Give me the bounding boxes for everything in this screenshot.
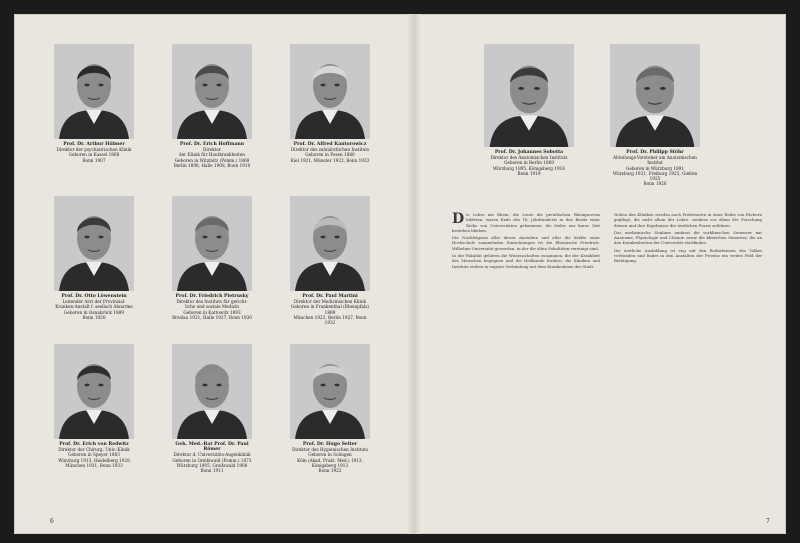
portrait-caption-line: Direktor der Chirurg. Univ.-Klinik: [58, 447, 130, 453]
left-portrait: [172, 196, 252, 320]
portrait-caption-line: Direktor der Medizinischen Klinik: [293, 299, 367, 305]
portrait-caption-line: München 1931, Bonn 1933: [65, 462, 123, 468]
portrait-caption-line: Direktor des Anatomischen Instituts: [490, 155, 568, 161]
portrait-caption-line: Bonn 1920: [82, 314, 106, 320]
portrait-caption-line: Berlin 1898, Halle 1908, Bonn 1910: [173, 162, 251, 168]
book-gutter: [407, 14, 421, 534]
portrait-caption: [172, 142, 252, 168]
portrait-caption-line: Direktor des Hygienischen Instituts: [292, 447, 368, 453]
portrait-caption-line: Geboren in Greifswald (Pomm.) 1873: [172, 457, 252, 463]
portrait-caption-line: Geboren in Frankenthal (Rheinpfalz) 1889: [290, 304, 370, 315]
portrait-caption: [290, 442, 370, 473]
portrait-caption: [610, 150, 700, 186]
portrait-caption-line: Leitender Arzt der Provinzial-: [62, 299, 126, 305]
portrait-caption-line: Geboren in Posen 1880: [305, 152, 355, 158]
left-portrait: [172, 44, 252, 168]
portrait-photo: [172, 196, 252, 291]
portrait-caption-line: Geboren in Speyer 1883: [68, 452, 120, 458]
portrait-caption-line: Geboren in Witzmitz (Pomm.) 1868: [174, 157, 250, 163]
left-portrait: [172, 344, 252, 473]
portrait-caption-line: Kiel 1921, Münster 1922, Bonn 1923: [290, 157, 370, 163]
portrait-photo: [610, 44, 700, 147]
portrait-caption-line: Abteilungs-Vorsteher am Anatomischen: [613, 155, 697, 161]
body-paragraph: Die ärztliche Ausbildung ist eng mit den Bedürfnissen des Volkes verbunden und findet in den Anstalten der Provinz ein weites Feld der Betätigung.: [614, 247, 762, 264]
portrait-caption-line: Breslau 1921, Halle 1927, Bonn 1930: [172, 314, 252, 320]
portrait-name: Prof. Dr. Erich Hoffmann: [179, 142, 245, 147]
portrait-caption-line: Würzburg 1921, Freiburg 1925, Gießen 1925: [612, 170, 698, 182]
portrait-name: Geh. Med.-Rat Prof. Dr. Paul Römer: [175, 442, 249, 453]
left-page-number: 6: [50, 518, 54, 525]
portrait-photo: [172, 44, 252, 139]
portrait-caption: [54, 142, 134, 163]
portrait-caption: [484, 150, 574, 176]
left-portrait: [54, 196, 134, 320]
portrait-caption-line: Bonn 1919: [517, 170, 541, 176]
portrait-caption-line: Geboren in Kattowitz 1893: [183, 309, 241, 315]
text-column-right: [614, 212, 762, 512]
portrait-caption-line: Kranken-Anstalt f. seelisch Abnorme: [55, 304, 133, 310]
portrait-name: Prof. Dr. Arthur Hübner: [63, 142, 125, 147]
drop-cap: D: [452, 212, 465, 227]
portrait-caption-line: München 1923, Berlin 1927, Bonn 1932: [293, 314, 367, 326]
portrait-name: Prof. Dr. Johannes Sobotta: [494, 150, 564, 155]
portrait-caption: [290, 142, 370, 163]
body-paragraph: Das medizinische Studium umfasst die vorklinischen Semester mit Anatomie, Physiologie und Chemie sowie die klinischen Semester, die an den Krankenbetten der Universität stattfinden.: [614, 229, 762, 246]
right-portrait: [484, 44, 574, 176]
portrait-caption-line: Direktor d. Universitäts-Augenklinik: [173, 452, 251, 458]
left-portrait: [290, 196, 370, 325]
portrait-caption-line: Würzburg 1895, Königsberg 1916: [493, 165, 565, 171]
text-column-left: [452, 212, 600, 512]
portrait-name: Prof. Dr. Paul Martini: [302, 294, 358, 299]
portrait-caption-line: Geboren in Solingen: [308, 452, 352, 458]
left-portrait: [290, 344, 370, 473]
portrait-photo: [54, 44, 134, 139]
body-paragraph: Die Lehre am Rhein, die Leute die preußischen Rheinprovinz bildeten, waren Ende des 18. Jahrhunderts in den Besitz einer Reihe von Universitäten gekommen, die leider nur kurze Zeit bestehen blieben.: [452, 212, 600, 233]
portrait-caption: [290, 294, 370, 325]
portrait-caption-line: Geboren in Osnabrück 1889: [64, 309, 124, 315]
right-portrait: [610, 44, 700, 186]
portrait-caption-line: Institut: [647, 160, 663, 166]
portrait-caption-line: Geboren in Würzburg 1891: [626, 165, 684, 171]
portrait-name: Prof. Dr. Friedrich Pietrusky: [175, 294, 249, 299]
body-paragraph: Die Nachfolgerin aller dieser Anstalten und aller die Kräfte einer Hochschule sammelnden Einrichtungen ist die Rheinische Friedrich-Wilhelms-Universität geworden, in der die alten Fakultäten vereinigt sind.: [452, 235, 600, 251]
body-paragraph: Neben den Kliniken werden auch Professuren in einer Reihe von Fächern gepflegt, die nicht allein der Lehre, sondern vor allem der Forschung dienen und ihre Ergebnisse der ärztlichen Praxis zuführen.: [614, 212, 762, 228]
portrait-caption-line: Geboren in Berlin 1869: [504, 160, 554, 166]
portrait-caption: [54, 294, 134, 320]
portrait-name: Prof. Dr. Alfred Kantorowicz: [293, 142, 367, 147]
right-page-number: 7: [766, 518, 770, 525]
portrait-caption-line: Bonn 1926: [643, 181, 667, 187]
portrait-caption-line: Bonn 1922: [318, 468, 342, 474]
portrait-photo: [290, 196, 370, 291]
portrait-caption: [172, 442, 252, 473]
portrait-name: Prof. Dr. Otto Löwenstein: [61, 294, 127, 299]
portrait-caption: [172, 294, 252, 320]
portrait-caption-line: Geboren in Kassel 1868: [68, 152, 120, 158]
portrait-caption-line: Köln (Akad. Prakt. Med.) 1913, Königsberg 1913: [297, 457, 363, 468]
portrait-caption-line: Direktor des Instituts für gericht-: [176, 299, 248, 305]
portrait-caption-line: Würzburg 1905, Greifswald 1908: [176, 462, 248, 468]
portrait-caption-line: der Klinik für Hautkrankheiten: [179, 152, 245, 158]
book-spread: [14, 14, 786, 534]
portrait-caption: [54, 442, 134, 468]
left-portrait: [54, 344, 134, 468]
portrait-caption-line: Direktor des zahnärztlichen Instituts: [290, 147, 370, 153]
portrait-name: Prof. Dr. Philipp Stöhr: [626, 150, 684, 155]
body-paragraph: In der Fakultät gehören die Wissenschaften zusammen, die der Krankheit des Menschen begegnen und die Heilkunde fördern; die Kliniken und Institute stehen in engster Verbindung mit dem Krankenhaus der Stadt.: [452, 253, 600, 269]
portrait-name: Prof. Dr. Hugo Selter: [302, 442, 358, 447]
portrait-caption-line: Direktor: [203, 147, 221, 153]
left-portrait: [290, 44, 370, 163]
portrait-name: Prof. Dr. Erich von Redwitz: [59, 442, 129, 447]
portrait-photo: [54, 344, 134, 439]
portrait-photo: [290, 44, 370, 139]
portrait-photo: [290, 344, 370, 439]
left-portrait: [54, 44, 134, 163]
portrait-caption-line: Direktor der psychiatrischen Klinik: [56, 147, 132, 153]
portrait-photo: [484, 44, 574, 147]
portrait-caption-line: Würzburg 1913, Heidelberg 1928: [58, 457, 130, 463]
portrait-caption-line: liche und soziale Medizin: [185, 304, 239, 310]
portrait-photo: [54, 196, 134, 291]
portrait-caption-line: Bonn 1911: [200, 468, 224, 474]
portrait-photo: [172, 344, 252, 439]
portrait-caption-line: Bonn 1907: [82, 157, 106, 163]
